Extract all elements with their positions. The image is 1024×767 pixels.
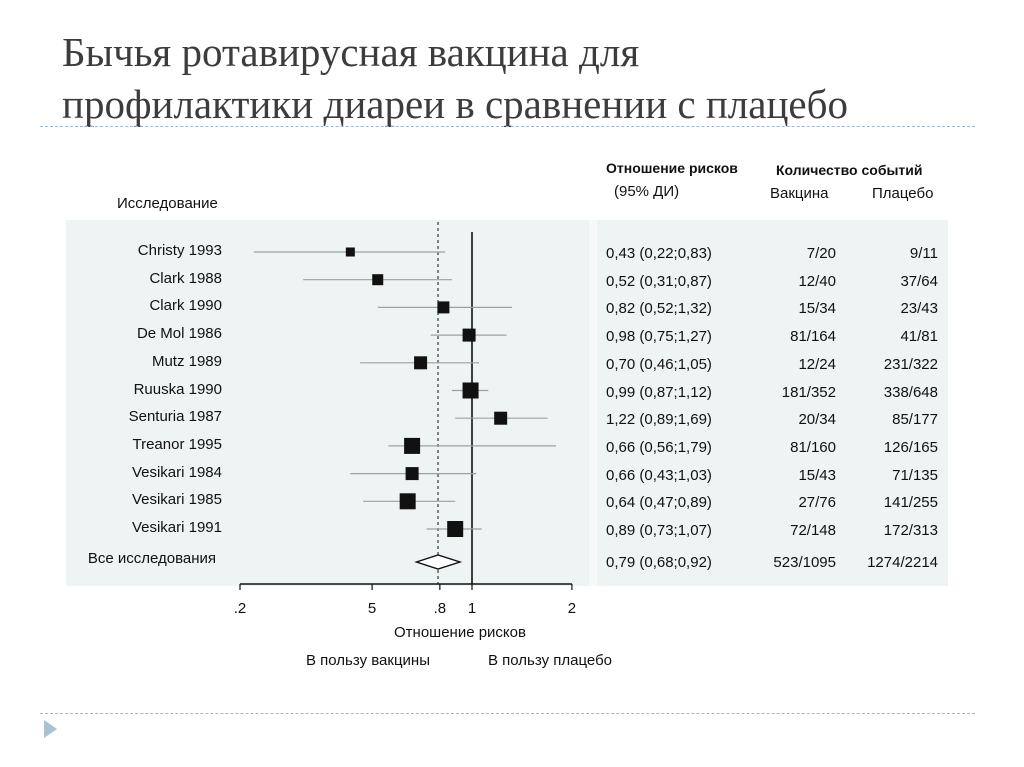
favours-placebo-label: В пользу плацебо — [488, 652, 612, 669]
vaccine-events: 7/20 — [806, 245, 836, 262]
study-name: Vesikari 1985 — [131, 491, 222, 509]
rr-ci-header: (95% ДИ) — [614, 183, 680, 200]
placebo-events: 71/135 — [892, 466, 938, 484]
point-estimate-marker — [414, 356, 427, 369]
vaccine-events: 181/352 — [781, 383, 836, 401]
rr-ci-value: 0,66 (0,43;1,03) — [606, 466, 712, 484]
study-name: Christy 1993 — [137, 242, 222, 259]
vaccine-events: 72/148 — [790, 522, 836, 539]
placebo-events: 338/648 — [883, 383, 938, 401]
favours-vaccine-label: В пользу вакцины — [306, 652, 430, 669]
study-name: Vesikari 1984 — [131, 463, 222, 481]
rr-header: Отношение рисков — [606, 160, 738, 176]
rr-ci-value: 0,89 (0,73;1,07) — [606, 522, 712, 539]
vaccine-events: 81/164 — [790, 328, 836, 346]
next-slide-arrow-icon[interactable] — [44, 720, 57, 738]
study-name: De Mol 1986 — [136, 325, 222, 343]
placebo-events: 141/255 — [883, 494, 938, 512]
study-name: Mutz 1989 — [151, 352, 222, 370]
vaccine-events: 15/34 — [798, 300, 836, 318]
rr-ci-value: 0,43 (0,22;0,83) — [606, 245, 712, 262]
study-name: Senturia 1987 — [128, 408, 222, 426]
placebo-header: Плацебо — [872, 185, 934, 202]
point-estimate-marker — [400, 493, 416, 509]
point-estimate-marker — [406, 467, 419, 480]
placebo-events: 41/81 — [900, 328, 938, 346]
x-tick-label: 1 — [467, 600, 477, 617]
point-estimate-marker — [437, 301, 449, 313]
point-estimate-marker — [463, 329, 476, 342]
placebo-events: 37/64 — [900, 272, 938, 290]
x-tick-label: .8 — [433, 600, 447, 617]
rr-ci-value: 0,82 (0,52;1,32) — [606, 300, 712, 318]
vaccine-events: 81/160 — [790, 438, 836, 456]
point-estimate-marker — [494, 412, 507, 425]
slide-title-line-2: профилактики диареи в сравнении с плацебо — [62, 81, 848, 127]
x-tick-label: 5 — [367, 600, 377, 617]
overall-vaccine-events: 523/1095 — [773, 554, 836, 571]
slide-title-line-1: Бычья ротавирусная вакцина для — [62, 29, 640, 75]
point-estimate-marker — [463, 383, 479, 399]
study-name: Clark 1988 — [149, 269, 222, 287]
events-header: Количество событий — [776, 162, 923, 178]
vaccine-events: 12/24 — [798, 355, 836, 373]
vaccine-events: 12/40 — [798, 272, 836, 290]
rr-ci-value: 0,52 (0,31;0,87) — [606, 272, 712, 290]
x-tick-label: 2 — [567, 600, 577, 617]
overall-label: Все исследования — [87, 550, 216, 567]
rr-ci-value: 0,66 (0,56;1,79) — [606, 438, 712, 456]
rr-ci-value: 0,70 (0,46;1,05) — [606, 355, 712, 373]
x-tick-label: .2 — [233, 600, 247, 617]
vaccine-events: 15/43 — [798, 466, 836, 484]
study-name: Ruuska 1990 — [133, 380, 222, 398]
rr-ci-value: 0,98 (0,75;1,27) — [606, 328, 712, 346]
study-header: Исследование — [117, 195, 218, 212]
rr-ci-value: 0,99 (0,87;1,12) — [606, 383, 712, 401]
x-axis-label: Отношение рисков — [394, 624, 526, 641]
overall-diamond — [416, 555, 460, 569]
placebo-events: 23/43 — [900, 300, 938, 318]
overall-placebo-events: 1274/2214 — [867, 554, 938, 571]
point-estimate-marker — [346, 248, 355, 257]
placebo-events: 9/11 — [909, 245, 938, 262]
study-name: Vesikari 1991 — [131, 519, 222, 536]
rr-ci-value: 0,64 (0,47;0,89) — [606, 494, 712, 512]
study-name: Treanor 1995 — [132, 435, 222, 453]
vaccine-events: 20/34 — [798, 411, 836, 429]
vaccine-header: Вакцина — [770, 185, 829, 202]
point-estimate-marker — [447, 521, 463, 537]
study-name: Clark 1990 — [149, 297, 222, 315]
vaccine-events: 27/76 — [798, 494, 836, 512]
placebo-events: 231/322 — [883, 355, 938, 373]
point-estimate-marker — [372, 274, 383, 285]
rr-ci-value: 1,22 (0,89;1,69) — [606, 411, 712, 429]
overall-rr-ci-value: 0,79 (0,68;0,92) — [606, 554, 712, 571]
placebo-events: 126/165 — [883, 438, 938, 456]
point-estimate-marker — [404, 438, 420, 454]
placebo-events: 172/313 — [883, 522, 938, 539]
footer-divider — [40, 713, 975, 714]
placebo-events: 85/177 — [892, 411, 938, 429]
